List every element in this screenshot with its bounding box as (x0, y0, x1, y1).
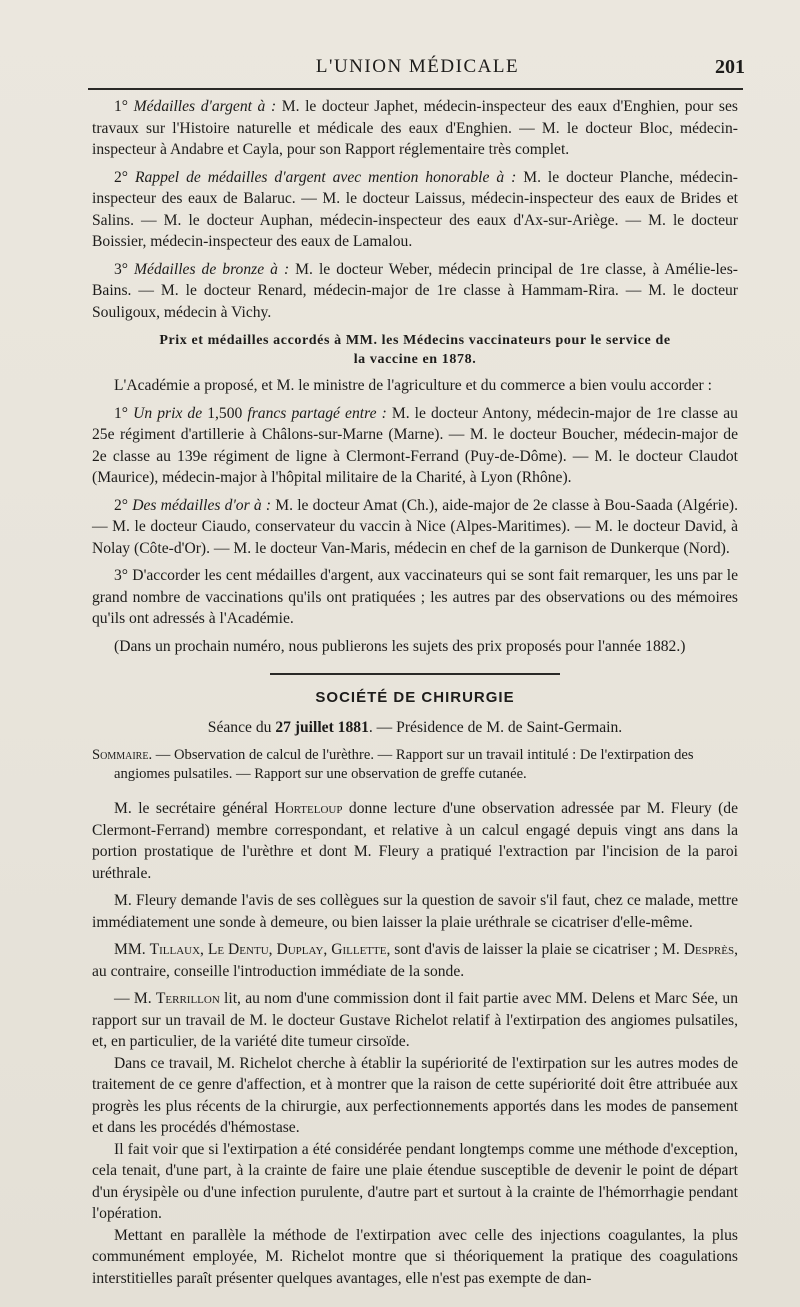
text-run: M. le secrétaire général (114, 800, 275, 817)
item-heading: francs partagé entre : (247, 404, 387, 422)
heading-line: la vaccine en 1878. (353, 352, 477, 367)
item-heading: Un prix de (133, 404, 203, 422)
running-head (90, 56, 745, 82)
text-run: — M. (114, 990, 156, 1007)
sommaire-label: Sommaire. (92, 747, 153, 763)
society-title: SOCIÉTÉ DE CHIRURGIE (315, 689, 515, 706)
text-run: MM. (114, 941, 150, 958)
paragraph-parallel: Mettant en parallèle la méthode de l'extirpation avec celle des injections coagulantes, la plus communément employée, M. Richelot montre que si théoriquement la pratique des coagulations interstitielles paraît présenter quelques avantages, elle n'est pas exempte de dan- (92, 1226, 738, 1287)
header-rule (88, 88, 743, 90)
item-number: 2° (114, 496, 133, 514)
text-run: sont d'avis de laisser la plaie se cicatriser ; M. (390, 941, 684, 958)
item-heading: Rappel de médailles d'argent avec mention honorable à : (134, 168, 517, 186)
item-text: M. le docteur Japhet, médecin-inspecteur des eaux d'Enghien, pour ses travaux sur l'Histoire naturelle et médicale des eaux d'Enghien. — M. le docteur Bloc, médecin-inspecteur à Andabre et Cayla, pour son Rapport réglementaire très complet. (92, 98, 738, 158)
paragraph-terrillon (92, 988, 738, 1053)
item-heading: Médailles d'argent à : (133, 98, 277, 115)
paragraph-silver-medals-recall (92, 167, 738, 253)
seance-president: . — Présidence de M. de Saint-Germain. (368, 718, 623, 736)
page-body (92, 96, 738, 1289)
text-run: lit, au nom d'une commission dont il fait partie avec MM. Delens et Marc Sée, un rapport sur un travail de M. le docteur Gustave Richelot relatif à l'extirpation des angiomes pulsatiles, et, en particulier, de la variété dite tumeur cirsoïde. (92, 990, 739, 1050)
prix-section-heading (92, 331, 738, 369)
item-text: M. le docteur Antony, médecin-major de 1re classe au 25e régiment d'artillerie à Châlons-sur-Marne (Marne). — M. le docteur Boucher, médecin-major de 2e classe au 139e régiment de ligne à Clermont-Ferrand (Puy-de-Dôme). — M. le docteur Claudot (Maurice), médecin-major à l'hôpital militaire de la Charité, à Lyon (Rhône). (92, 404, 738, 486)
prix-item-1 (92, 403, 738, 489)
person-name: Terrillon (155, 990, 220, 1007)
item-number: 1° (114, 98, 134, 115)
item-number: 1° (114, 404, 134, 422)
seance-date: 27 juillet 1881 (275, 718, 369, 736)
text-run: donne lecture d'une observation adressée par M. Fleury (de Clermont-Ferrand) membre correspondant, et relative à un calcul engagé depuis vingt ans dans la portion prostatique de l'urèthre et dont M. Fleury a pratiqué l'extraction par l'incision de la paroi uréthrale. (92, 800, 738, 882)
page-number: 201 (715, 56, 745, 78)
prix-note: (Dans un prochain numéro, nous publierons les sujets des prix proposés pour l'année 1882.) (114, 637, 686, 655)
sommaire-text: — Observation de calcul de l'urèthre. — Rapport sur un travail intitulé : De l'extirpation des angiomes pulsatiles. — Rapport sur une observation de greffe cutanée. (114, 747, 694, 782)
paragraph-horteloup (92, 798, 738, 884)
person-name: Horteloup (274, 800, 343, 817)
seance-line (92, 717, 738, 739)
paragraph-extirpation: Il fait voir que si l'extirpation a été considérée pendant longtemps comme une méthode d'exception, cela tenait, d'une part, à la crainte de faire une plaie étendue susceptible de devenir le point de départ d'un érysipèle ou d'une infection purulente, d'autre part et surtout à la crainte de l'hémorrhagie pendant l'opération. (92, 1140, 738, 1222)
paragraph-silver-medals (92, 96, 738, 161)
running-title: L'UNION MÉDICALE (315, 56, 520, 77)
prize-amount: 1,500 (202, 404, 248, 422)
prix-intro: L'Académie a proposé, et M. le ministre de l'agriculture et du commerce a bien voulu accorder : (114, 377, 712, 394)
section-divider (270, 673, 560, 675)
item-heading: Médailles de bronze à : (134, 260, 290, 278)
paragraph-opinions (92, 939, 738, 982)
paragraph-fleury: M. Fleury demande l'avis de ses collègues sur la question de savoir s'il faut, chez ce malade, mettre immédiatement une sonde à demeure, ou bien laisser la plaie uréthrale se cicatriser d'elle-même. (92, 892, 738, 931)
item-text: M. le docteur Amat (Ch.), aide-major de 2e classe à Bou-Saada (Algérie). — M. le docteur Ciaudo, conservateur du vaccin à Nice (Alpes-Maritimes). — M. le docteur David, à Nolay (Côte-d'Or). — M. le docteur Van-Maris, médecin en chef de la garnison de Dunkerque (Nord). (92, 496, 738, 557)
heading-line: Prix et médailles accordés à MM. les Médecins vaccinateurs pour le service de (159, 333, 671, 348)
item-text: M. le docteur Weber, médecin principal de 1re classe, à Amélie-les-Bains. — M. le docteur Renard, médecin-major de 1re classe à Hammam-Rira. — M. le docteur Souligoux, médecin à Vichy. (92, 260, 738, 321)
paragraph-bronze-medals (92, 259, 738, 324)
item-number: 2° (114, 168, 135, 186)
paragraph-richelot-work: Dans ce travail, M. Richelot cherche à établir la supériorité de l'extirpation sur les autres modes de traitement de ce genre d'affection, et à montrer que la raison de cette supériorité doit être attribuée aux progrès les plus récents de la chirurgie, aux perfectionnements apportés dans les modes de pansement et dans les procédés d'hémostase. (92, 1054, 738, 1136)
item-heading: Des médailles d'or à : (132, 496, 272, 514)
seance-prefix: Séance du (207, 718, 276, 736)
item-text: M. le docteur Planche, médecin-inspecteur des eaux de Balaruc. — M. le docteur Laissus, médecin-inspecteur des eaux de Brides et Salins. — M. le docteur Auphan, médecin-inspecteur des eaux d'Ax-sur-Ariège. — M. le docteur Boissier, médecin-inspecteur des eaux de Lamalou. (92, 168, 738, 250)
person-names: Tillaux, Le Dentu, Duplay, Gillette, (149, 941, 391, 958)
item-number: 3° (114, 260, 135, 278)
prix-item-2 (92, 495, 738, 560)
sommaire (92, 746, 738, 784)
person-name: Desprès, (683, 941, 739, 958)
prix-item-3: 3° D'accorder les cent médailles d'argent, aux vaccinateurs qui se sont fait remarquer, les uns par le grand nombre de vaccinations qu'ils ont pratiquées ; les autres par des observations ou des mémoires qu'ils ont adressés à l'Académie. (92, 567, 738, 627)
text-run: au contraire, conseille l'introduction immédiate de la sonde. (92, 962, 465, 980)
